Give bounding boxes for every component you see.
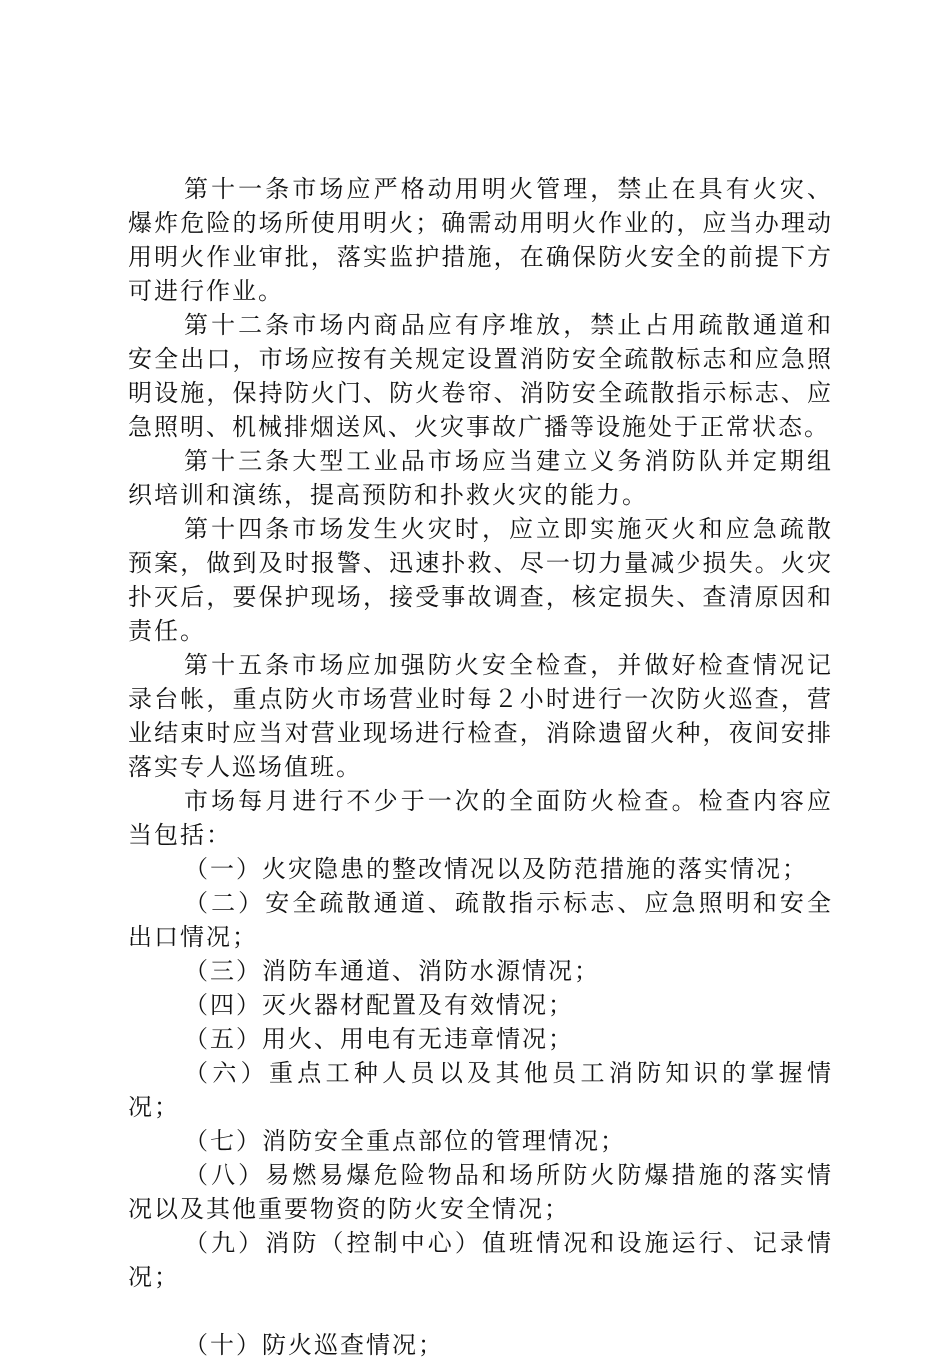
document-body: [128, 172, 833, 1362]
article-15-paragraph: 第十五条市场应加强防火安全检查，并做好检查情况记录台帐，重点防火市场营业时每２小时进行一次防火巡查，营业结束时应当对营业现场进行检查，消除遗留火种，夜间安排落实专人巡场值班。: [128, 651, 833, 781]
article-11-paragraph: 第十一条市场应严格动用明火管理，禁止在具有火灾、爆炸危险的场所使用明火；确需动用明火作业的，应当办理动用明火作业审批，落实监护措施，在确保防火安全的前提下方可进行作业。: [128, 175, 833, 305]
article-14-paragraph: 第十四条市场发生火灾时，应立即实施灭火和应急疏散预案，做到及时报警、迅速扑救、尽一切力量减少损失。火灾扑灭后，要保护现场，接受事故调查，核定损失、查清原因和责任。: [128, 515, 833, 645]
inspection-item-4: （四）灭火器材配置及有效情况；: [184, 991, 574, 1019]
inspection-item-6: （六）重点工种人员以及其他员工消防知识的掌握情况；: [128, 1059, 833, 1121]
article-13-paragraph: 第十三条大型工业品市场应当建立义务消防队并定期组织培训和演练，提高预防和扑救火灾的能力。: [128, 447, 833, 509]
inspection-item-9: （九）消防（控制中心）值班情况和设施运行、记录情况；: [128, 1229, 833, 1291]
inspection-item-2: （二）安全疏散通道、疏散指示标志、应急照明和安全出口情况；: [128, 889, 833, 951]
monthly-inspection-paragraph: 市场每月进行不少于一次的全面防火检查。检查内容应当包括：: [128, 787, 833, 849]
inspection-item-1: （一）火灾隐患的整改情况以及防范措施的落实情况；: [184, 855, 808, 883]
blank-line: [128, 1294, 833, 1328]
inspection-item-3: （三）消防车通道、消防水源情况；: [184, 957, 600, 985]
article-12-paragraph: 第十二条市场内商品应有序堆放，禁止占用疏散通道和安全出口，市场应按有关规定设置消防安全疏散标志和应急照明设施，保持防火门、防火卷帘、消防安全疏散指示标志、应急照明、机械排烟送风、火灾事故广播等设施处于正常状态。: [128, 311, 833, 441]
inspection-item-5: （五）用火、用电有无违章情况；: [184, 1025, 574, 1053]
inspection-item-7: （七）消防安全重点部位的管理情况；: [184, 1127, 626, 1155]
inspection-item-10: （十）防火巡查情况；: [184, 1331, 444, 1359]
inspection-item-8: （八）易燃易爆危险物品和场所防火防爆措施的落实情况以及其他重要物资的防火安全情况；: [128, 1161, 833, 1223]
